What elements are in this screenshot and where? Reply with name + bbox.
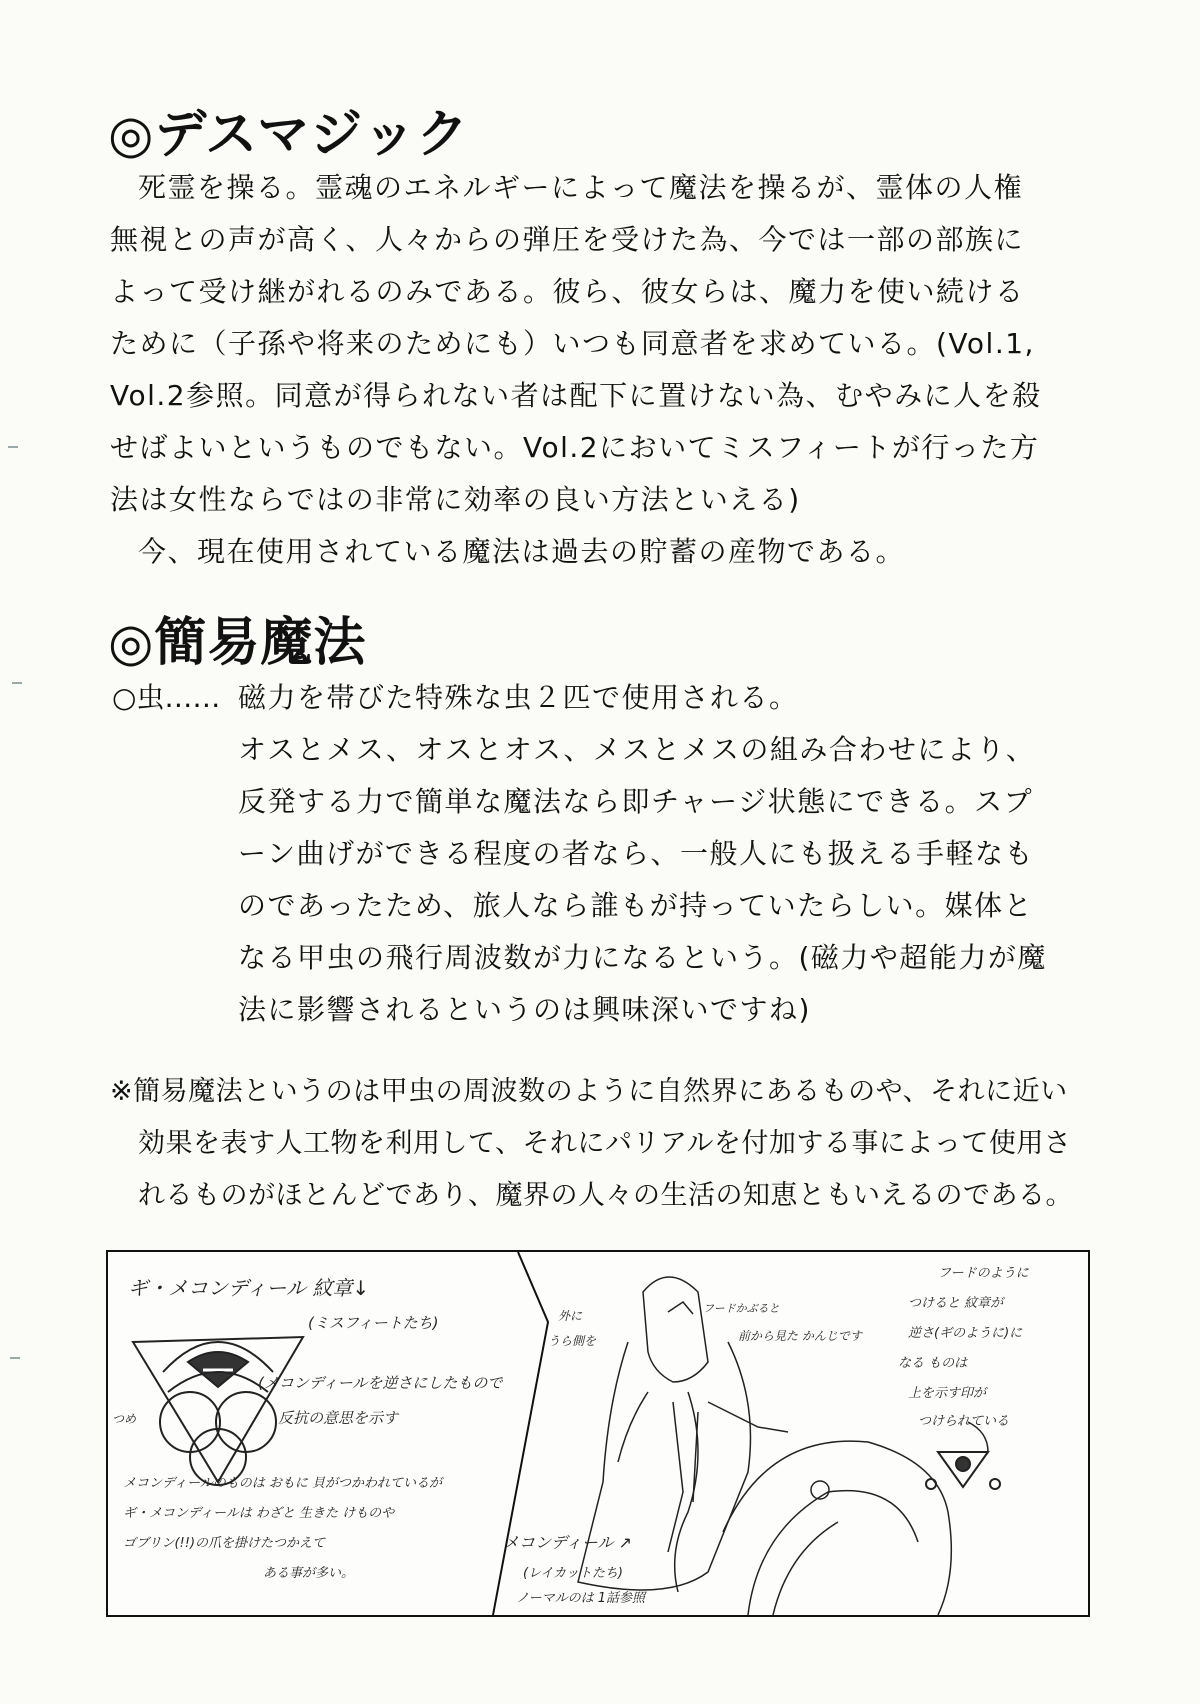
death-magic-line: せばよいというものでもない。Vol.2においてミスフィートが行った方 xyxy=(110,431,1040,464)
sketch-right-note-2: つけると 紋章が xyxy=(908,1296,1004,1311)
sketch-left-body-2: ギ・メコンディールは わざと 生きた けものや xyxy=(123,1506,395,1521)
note-line: ※簡易魔法というのは甲虫の周波数のように自然界にあるものや、それに近い xyxy=(110,1076,1068,1107)
note-line: れるものがほとんどであり、魔界の人々の生活の知恵ともいえるのである。 xyxy=(138,1180,1073,1211)
death-magic-line: ために（子孫や将来のためにも）いつも同意者を求めている。(Vol.1, xyxy=(110,327,1035,360)
bug-line: のであったため、旅人なら誰もが持っていたらしい。媒体と xyxy=(238,889,1034,922)
sketch-left-body-3: ゴブリン(!!)の爪を掛けたつかえて xyxy=(123,1536,326,1551)
sketch-left-sub: (ミスフィートたち) xyxy=(308,1314,439,1332)
bug-line: オスとメス、オスとオス、メスとメスの組み合わせにより、 xyxy=(238,733,1036,766)
hood-sketch xyxy=(723,1441,951,1615)
sketch-left-body-4: ある事が多い。 xyxy=(263,1566,355,1581)
sketch-mid-note-2: うら側を xyxy=(548,1334,597,1348)
sketch-right-note-1: フードのように xyxy=(938,1266,1029,1281)
sketch-left-note-1: (メコンディールを逆さにしたもので xyxy=(258,1374,503,1392)
death-magic-line: Vol.2参照。同意が得られない者は配下に置けない為、むやみに人を殺 xyxy=(110,379,1042,412)
panel-divider xyxy=(493,1252,548,1615)
sketch-frame xyxy=(106,1250,1090,1617)
simple-magic-note xyxy=(110,1066,1110,1222)
death-magic-line: 死霊を操る。霊魂のエネルギーによって魔法を操るが、霊体の人権 xyxy=(138,171,1024,204)
sketch-left-body-1: メコンディールのものは おもに 貝がつかわれているが xyxy=(123,1476,442,1491)
sketch-bottom-title: メコンディール ↗ xyxy=(503,1533,632,1552)
sketch-left-note-2: 反抗の意思を示す xyxy=(278,1409,399,1427)
sketch-bottom-ref: ノーマルのは 1話参照 xyxy=(516,1591,646,1606)
sketch-bottom-sub: (レイカットたち) xyxy=(523,1566,623,1581)
death-magic-line: 無視との声が高く、人々からの弾圧を受けた為、今では一部の部族に xyxy=(110,223,1024,256)
bug-description xyxy=(238,672,1108,1036)
section-title-death-magic: ◎デスマジック xyxy=(108,105,470,165)
bug-line: なる甲虫の飛行周波数が力になるという。(磁力や超能力が魔 xyxy=(238,941,1047,974)
scan-mark xyxy=(8,446,18,448)
section-title-simple-magic: ◎簡易魔法 xyxy=(108,613,367,673)
bug-label: ○虫…… xyxy=(112,681,221,714)
sketch-mid-note-4: 前から見た かんじです xyxy=(738,1329,862,1343)
sketch-right-note-3: 逆さ(ギのように)に xyxy=(908,1326,1023,1341)
bug-line: 法に影響されるというのは興味深いですね) xyxy=(238,993,811,1026)
sketch-left-claw: つめ xyxy=(112,1412,137,1426)
bug-line: ーン曲げができる程度の者なら、一般人にも扱える手軽なも xyxy=(238,837,1034,870)
death-magic-line: よって受け継がれるのみである。彼ら、彼女らは、魔力を使い続ける xyxy=(110,275,1025,308)
sketch-mid-note-1: 外に xyxy=(558,1309,583,1323)
death-magic-line: 法は女性ならではの非常に効率の良い方法といえる) xyxy=(110,483,801,516)
scan-mark xyxy=(10,1357,20,1359)
sketch-right-note-4: なる ものは xyxy=(898,1356,968,1371)
death-magic-body xyxy=(110,162,1090,578)
scan-mark xyxy=(12,682,22,684)
sketch-left-title: ギ・メコンディール 紋章↓ xyxy=(128,1276,370,1300)
sketch-right-note-6: つけられている xyxy=(918,1414,1010,1429)
note-line: 効果を表す人工物を利用して、それにパリアルを付加する事によって使用さ xyxy=(138,1128,1072,1159)
mark-emblem-small xyxy=(926,1452,1000,1489)
bug-line: 反発する力で簡単な魔法なら即チャージ状態にできる。スプ xyxy=(238,785,1034,818)
sketch-mid-note-3: フードかぶると xyxy=(703,1302,780,1315)
bug-line: 磁力を帯びた特殊な虫２匹で使用される。 xyxy=(238,681,799,714)
sketch-right-note-5: 上を示す印が xyxy=(908,1386,987,1401)
death-magic-closing: 今、現在使用されている魔法は過去の貯蓄の産物である。 xyxy=(138,535,906,568)
